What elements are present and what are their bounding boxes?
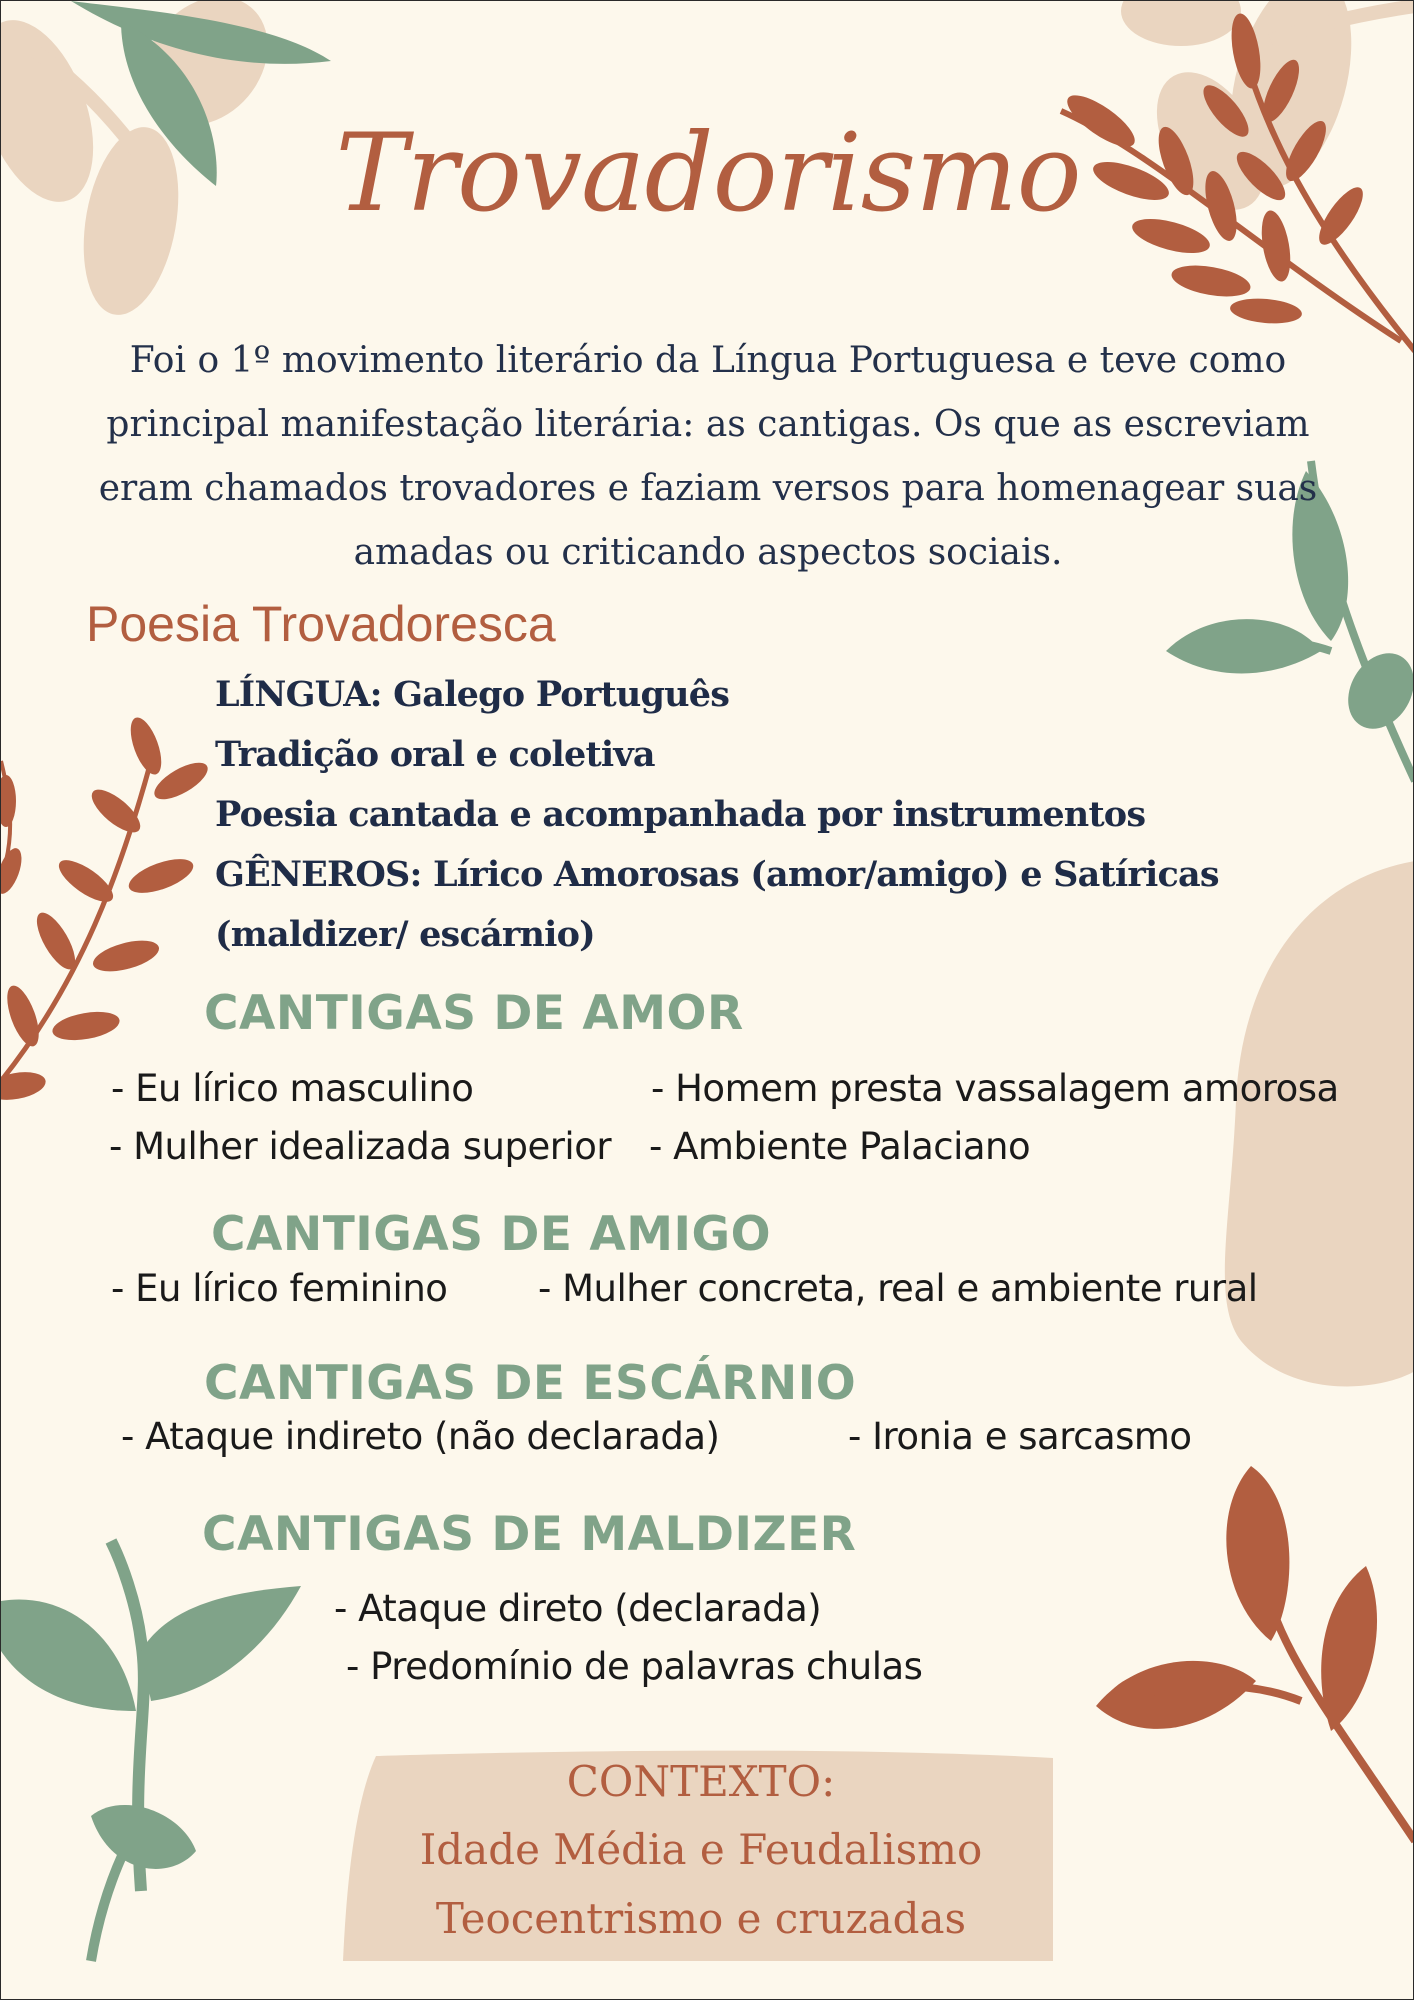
escarnio-heading: CANTIGAS DE ESCÁRNIO (204, 1356, 857, 1411)
list-item: - Ataque indireto (não declarada) (121, 1415, 720, 1458)
list-item: - Ataque direto (declarada) (334, 1587, 822, 1630)
list-item: Tradição oral e coletiva (215, 734, 655, 775)
page-title: Trovadorismo (335, 111, 1081, 236)
list-item: - Ironia e sarcasmo (848, 1415, 1192, 1458)
list-item: (maldizer/ escárnio) (215, 914, 595, 955)
intro-paragraph (11, 329, 1405, 585)
list-item: GÊNEROS: Lírico Amorosas (amor/amigo) e Satíricas (215, 854, 1219, 895)
list-item: - Predomínio de palavras chulas (346, 1645, 923, 1688)
intro-line: eram chamados trovadores e faziam versos para homenagear suas (98, 468, 1318, 509)
list-item: - Eu lírico masculino (111, 1067, 474, 1110)
list-item: Poesia cantada e acompanhada por instrumentos (215, 794, 1146, 835)
list-item: - Ambiente Palaciano (649, 1125, 1031, 1168)
list-item: - Homem presta vassalagem amorosa (651, 1067, 1339, 1110)
list-item: - Eu lírico feminino (111, 1267, 448, 1310)
context-line: Idade Média e Feudalismo (419, 1825, 983, 1874)
list-item: LÍNGUA: Galego Português (215, 674, 730, 715)
section-subheading: Poesia Trovadoresca (86, 596, 556, 652)
list-item: - Mulher idealizada superior (109, 1125, 612, 1168)
intro-line: Foi o 1º movimento literário da Língua Portuguesa e teve como (129, 340, 1287, 381)
terracotta-fern-icon (1, 714, 213, 1104)
intro-line: principal manifestação literária: as cantigas. Os que as escreviam (106, 404, 1310, 445)
characteristics-list (215, 665, 1219, 965)
context-label: CONTEXTO: (566, 1757, 836, 1806)
intro-line: amadas ou criticando aspectos sociais. (353, 532, 1063, 573)
context-line: Teocentrismo e cruzadas (435, 1894, 967, 1943)
maldizer-heading: CANTIGAS DE MALDIZER (202, 1507, 857, 1562)
amor-heading: CANTIGAS DE AMOR (204, 986, 744, 1041)
list-item: - Mulher concreta, real e ambiente rural (538, 1267, 1258, 1310)
terracotta-leaf-icon (1096, 1466, 1414, 1841)
sage-leaf-icon (1, 1541, 301, 1961)
amigo-heading: CANTIGAS DE AMIGO (211, 1207, 772, 1262)
